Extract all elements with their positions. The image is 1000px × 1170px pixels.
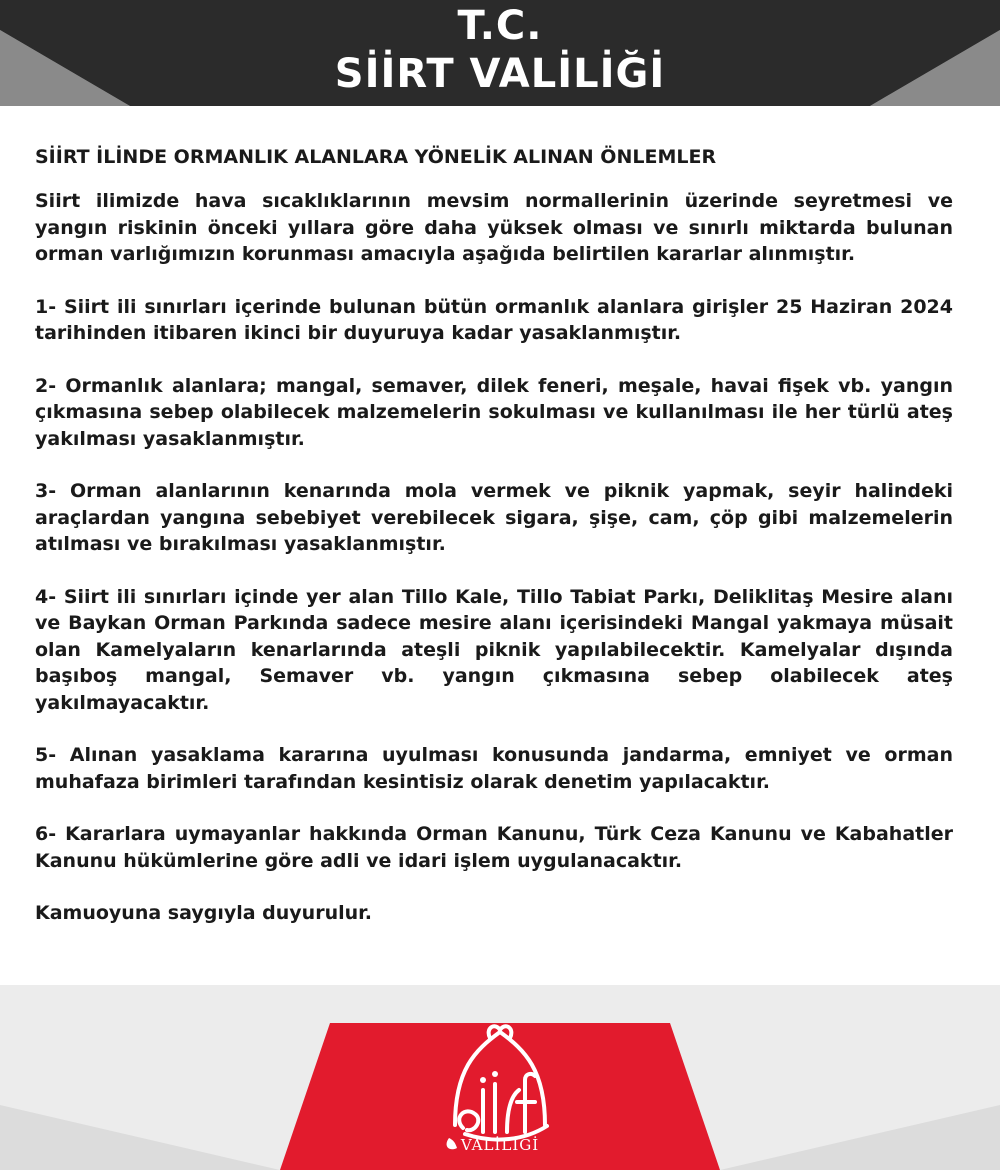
decision-item-3: 3- Orman alanlarının kenarında mola vermek ve piknik yapmak, seyir halindeki araçlardan yangına sebebiyet verebilecek sigara, şişe, cam, çöp gibi malzemelerin atılması ve bırakılması yasaklanmıştır. [35, 480, 953, 555]
header-line-valilik: SİİRT VALİLİĞİ [334, 51, 666, 97]
decision-item-6: 6- Kararlara uymayanlar hakkında Orman Kanunu, Türk Ceza Kanunu ve Kabahatler Kanunu hükümlerine göre adli ve idari işlem uygulanacaktır. [35, 823, 953, 872]
decision-item-2: 2- Ormanlık alanlara; mangal, semaver, dilek feneri, meşale, havai fişek vb. yangın çıkmasına sebep olabilecek malzemelerin sokulması ve kullanılması ile her türlü ateş yakılması yasaklanmıştır. [35, 374, 953, 450]
intro-paragraph: Siirt ilimizde hava sıcaklıklarının mevsim normallerinin üzerinde seyretmesi ve yangın riskinin önceki yıllara göre daha yüksek olması ve sınırlı miktarda bulunan orman varlığımızın korunması amacıyla aşağıda belirtilen kararlar alınmıştır. [35, 190, 953, 265]
closing-line: Kamuoyuna saygıyla duyurulur. [35, 902, 373, 924]
decision-item-1: 1- Siirt ili sınırları içerinde bulunan bütün ormanlık alanlara girişler 25 Haziran 2024 tarihinden itibaren ikinci bir duyuruya kadar yasaklanmıştır. [35, 295, 953, 344]
logo-caption: VALİLİĞİ [460, 1136, 540, 1154]
decision-item-5: 5- Alınan yasaklama kararına uyulması konusunda jandarma, emniyet ve orman muhafaza birimleri tarafından kesintisiz olarak denetim yapılacaktır. [35, 744, 953, 793]
document-heading: SİİRT İLİNDE ORMANLIK ALANLARA YÖNELİK ALINAN ÖNLEMLER [35, 146, 717, 168]
decision-item-4: 4- Siirt ili sınırları içinde yer alan Tillo Kale, Tillo Tabiat Parkı, Deliklitaş Mesire alanı ve Baykan Orman Parkında sadece mesire alanı içerisindeki Mangal yakmaya müsait olan Kamelyaların kenarlarında ateşli piknik yapılabilecektir. Kamelyalar dışında başıboş mangal, Semaver vb. yangın çıkmasına sebep olabilecek ateş yakılmayacaktır. [35, 585, 953, 714]
header-line-tc: T.C. [457, 3, 543, 49]
document-body [35, 144, 953, 953]
header-title [0, 4, 1000, 100]
